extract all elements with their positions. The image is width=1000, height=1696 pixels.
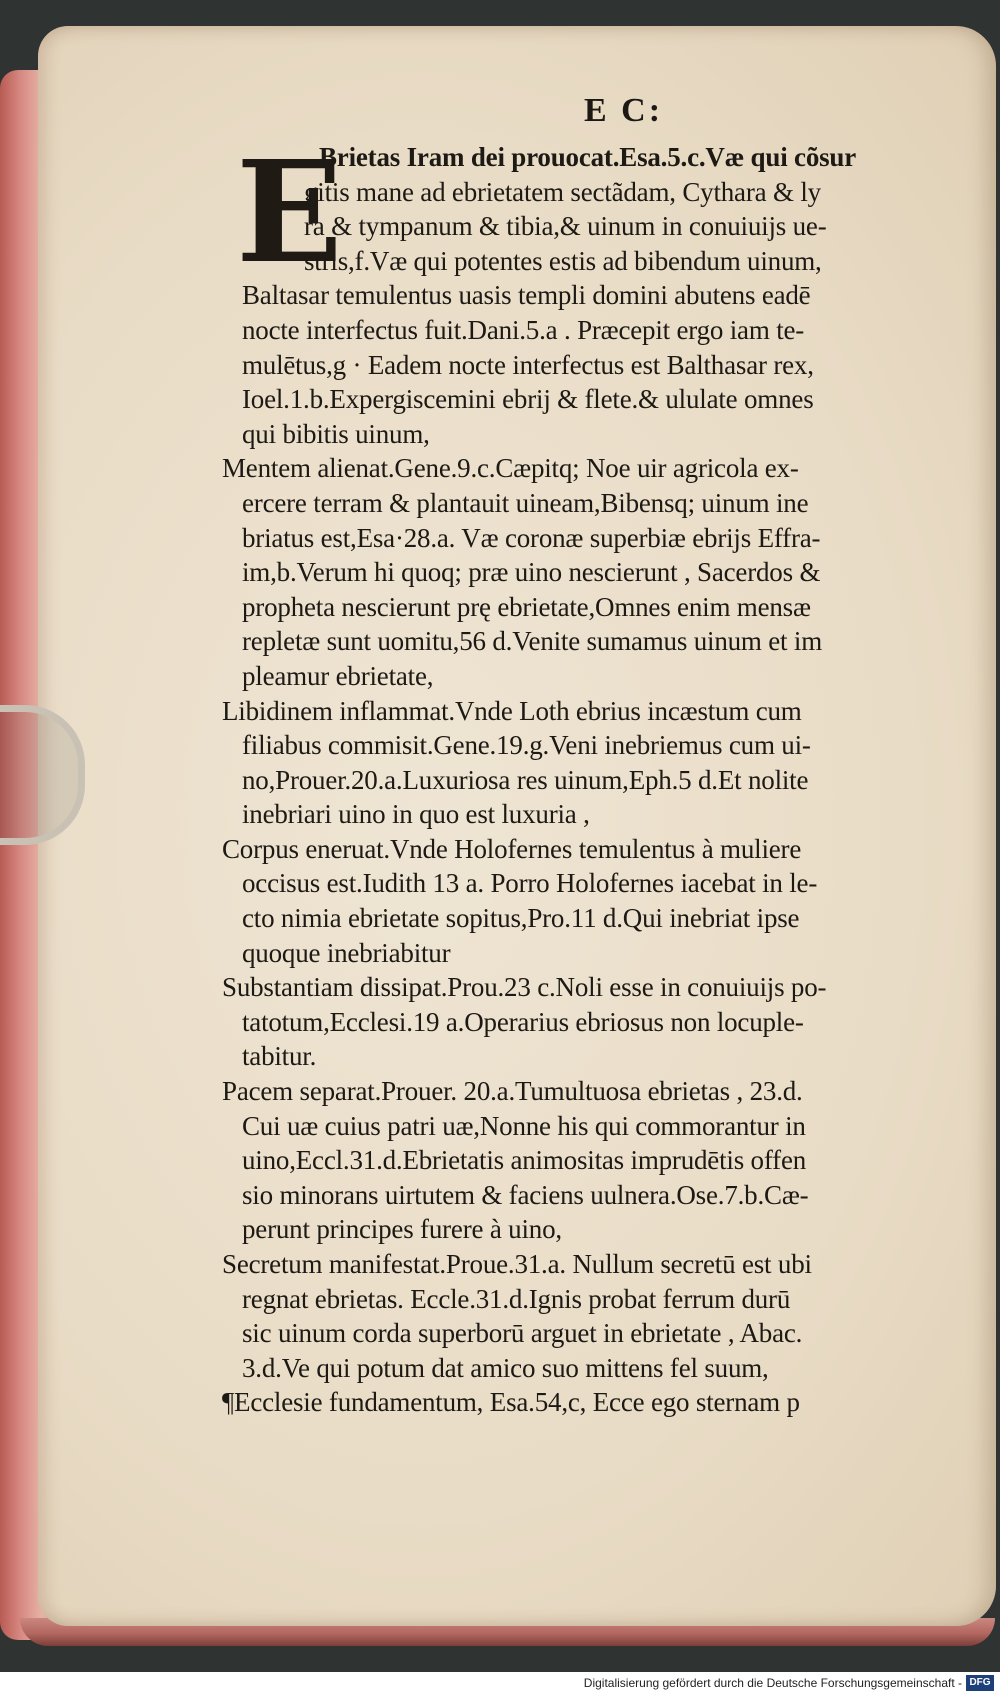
page-header: E C:	[584, 92, 664, 129]
digitization-footer	[0, 1672, 1000, 1696]
text-line: ra & tympanum & tibia,& uinum in conuiuijs ue-	[304, 211, 827, 242]
text-line: Pacem separat.Prouer. 20.a.Tumultuosa ebrietas , 23.d.	[222, 1076, 803, 1107]
text-line: ¶Ecclesie fundamentum, Esa.54,c, Ecce ego sternam p	[222, 1387, 800, 1418]
drop-cap: E	[236, 131, 343, 295]
text-line: Baltasar temulentus uasis templi domini abutens eadē	[242, 280, 811, 311]
text-line: filiabus commisit.Gene.19.g.Veni inebriemus cum ui-	[242, 730, 811, 761]
text-line: no,Prouer.20.a.Luxuriosa res uinum,Eph.5 d.Et nolite	[242, 764, 809, 795]
text-line: regnat ebrietas. Eccle.31.d.Ignis probat ferrum durū	[242, 1283, 791, 1314]
text-line: 3.d.Ve qui potum dat amico suo mittens fel suum,	[242, 1352, 769, 1383]
text-line: tabitur.	[242, 1041, 317, 1072]
text-line: ercere terram & plantauit uineam,Bibensq; uinum ine	[242, 487, 809, 518]
text-line: inebriari uino in quo est luxuria ,	[242, 799, 590, 830]
text-line: Mentem alienat.Gene.9.c.Cæpitq; Noe uir agricola ex-	[222, 453, 799, 484]
text-line: Ioel.1.b.Expergiscemini ebrij & flete.& ululate omnes	[242, 384, 814, 415]
text-line: Substantiam dissipat.Prou.23 c.Noli esse in conuiuijs po-	[222, 972, 827, 1003]
text-line: qui bibitis uinum,	[242, 418, 430, 449]
text-line: propheta nescierunt prę ebrietate,Omnes enim mensæ	[242, 591, 811, 622]
text-line: perunt principes furere à uino,	[242, 1214, 562, 1245]
text-line: repletæ sunt uomitu,56 d.Venite sumamus uinum et im	[242, 626, 823, 657]
text-line: quoque inebriabitur	[242, 937, 451, 968]
text-line: stris,f.Væ qui potentes estis ad bibendum uinum,	[304, 245, 822, 276]
text-line: pleamur ebrietate,	[242, 660, 434, 691]
text-line: nocte interfectus fuit.Dani.5.a . Præcepit ergo iam te-	[242, 314, 805, 345]
footer-credit: Digitalisierung gefördert durch die Deutsche Forschungsgemeinschaft -	[583, 1676, 962, 1690]
text-line: uino,Eccl.31.d.Ebrietatis animositas imprudētis offen	[242, 1145, 807, 1176]
text-line: gitis mane ad ebrietatem sectãdam, Cythara & ly	[304, 176, 821, 207]
text-line: im,b.Verum hi quoq; præ uino nescierunt , Sacerdos &	[242, 557, 821, 588]
text-line: Libidinem inflammat.Vnde Loth ebrius incæstum cum	[222, 695, 802, 726]
text-line: sio minorans uirtutem & faciens uulnera.Ose.7.b.Cæ-	[242, 1179, 809, 1210]
text-line: Secretum manifestat.Proue.31.a. Nullum secretū est ubi	[222, 1249, 812, 1279]
text-line: briatus est,Esa·28.a. Væ coronæ superbiæ ebrijs Effra-	[242, 522, 821, 553]
text-line: tatotum,Ecclesi.19 a.Operarius ebriosus non locuple-	[242, 1006, 804, 1037]
text-line: Cui uæ cuius patri uæ,Nonne his qui commorantur in	[242, 1110, 806, 1141]
text-line: Corpus eneruat.Vnde Holofernes temulentus à muliere	[222, 833, 802, 864]
page-body-text	[222, 131, 967, 1420]
text-line: Brietas Iram dei prouocat.Esa.5.c.Væ qui cõsur	[319, 142, 857, 172]
text-line: cto nimia ebrietate sopitus,Pro.11 d.Qui inebriat ipse	[242, 903, 800, 934]
text-line: sic uinum corda superborū arguet in ebrietate , Abac.	[242, 1318, 803, 1349]
text-line: occisus est.Iudith 13 a. Porro Holofernes iacebat in le-	[242, 868, 818, 899]
text-line: mulētus,g · Eadem nocte interfectus est Balthasar rex,	[242, 349, 814, 380]
dfg-logo-icon: DFG	[966, 1675, 994, 1691]
